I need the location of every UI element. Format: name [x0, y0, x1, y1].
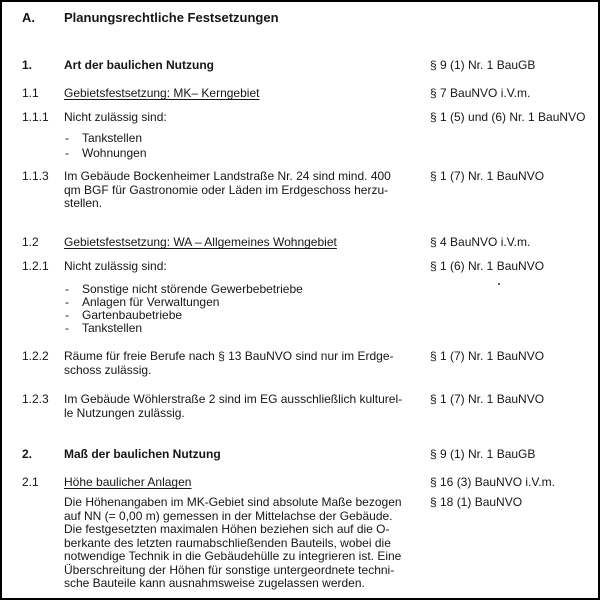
legal-reference: § 1 (7) Nr. 1 BauNVO: [430, 349, 545, 363]
list-dash: -: [65, 146, 69, 160]
item-number: 1.2.2: [22, 349, 49, 363]
item-number: 2.1: [22, 475, 39, 489]
item-title: Gebietsfestsetzung: MK– Kerngebiet: [64, 86, 260, 100]
item-title: Maß der baulichen Nutzung: [64, 447, 221, 461]
list-item: - Gartenbaubetriebe: [65, 308, 183, 322]
bullet-list: [65, 131, 147, 161]
paragraph-line: le Nutzungen zulässig.: [64, 405, 185, 420]
legal-reference: § 16 (3) BauNVO i.V.m.: [430, 475, 555, 489]
item-title: Art der baulichen Nutzung: [64, 58, 214, 72]
item-title: Höhe baulicher Anlagen: [64, 475, 192, 489]
paragraph-line: stellen.: [64, 196, 103, 210]
paragraph-line: auf NN (= 0,00 m) gemessen in der Mittelachse der Gebäude.: [64, 508, 393, 523]
list-item: - Wohnungen: [65, 146, 147, 160]
list-item: - Tankstellen: [65, 321, 143, 335]
legal-reference: § 4 BauNVO i.V.m.: [430, 235, 531, 249]
list-item: - Sonstige nicht störende Gewerbebetriebe: [65, 282, 303, 296]
paragraph-line: berkante des letzten raumabschließenden Bauteils, wobei die: [64, 535, 391, 550]
item-text: Nicht zulässig sind:: [64, 259, 167, 273]
paragraph-line: notwendige Technik in die Gebäudehülle zu integrieren ist. Eine: [64, 549, 402, 563]
paragraph-line: qm BGF für Gastronomie oder Läden im Erdgeschoss herzu-: [64, 182, 389, 197]
paragraph-line: Überschreitung der Höhen für sonstige untergeordnete techni-: [64, 562, 395, 577]
item-number: 1.2.1: [22, 259, 49, 273]
item-paragraph: [64, 496, 402, 591]
item-number: 2.: [22, 447, 33, 461]
legal-reference: § 1 (6) Nr. 1 BauNVO: [430, 259, 545, 273]
list-dash: -: [65, 295, 69, 309]
list-item: - Tankstellen: [65, 131, 143, 145]
list-dash: -: [65, 131, 69, 145]
document-title: Planungsrechtliche Festsetzungen: [64, 10, 279, 25]
item-number: 1.1.3: [22, 169, 49, 183]
paragraph-line: Die festgesetzten maximalen Höhen beziehen sich auf die O-: [64, 522, 390, 536]
item-number: 1.: [22, 58, 33, 72]
item-paragraph: [64, 393, 402, 420]
list-dash: -: [65, 308, 69, 322]
item-number: 1.1: [22, 86, 39, 100]
legal-reference: § 1 (7) Nr. 1 BauNVO: [430, 169, 545, 183]
item-text: Nicht zulässig sind:: [64, 110, 167, 124]
legal-reference: § 18 (1) BauNVO: [430, 495, 523, 509]
paragraph-line: Im Gebäude Bockenheimer Landstraße Nr. 24 sind mind. 400: [64, 169, 391, 183]
legal-reference: § 7 BauNVO i.V.m.: [430, 86, 531, 100]
paragraph-line: Im Gebäude Wöhlerstraße 2 sind im EG ausschließlich kulturel-: [64, 392, 403, 406]
item-title: Gebietsfestsetzung: WA – Allgemeines Wohngebiet: [64, 235, 337, 249]
scan-artifact-dot: [498, 283, 500, 285]
legal-reference: § 9 (1) Nr. 1 BauGB: [430, 58, 536, 72]
bullet-list: [65, 283, 303, 335]
list-item: - Anlagen für Verwaltungen: [65, 295, 220, 309]
item-paragraph: [64, 350, 394, 377]
paragraph-line: schoss zulässig.: [64, 362, 152, 377]
paragraph-line: Räume für freie Berufe nach § 13 BauNVO sind nur im Erdge-: [64, 349, 394, 363]
section-letter: A.: [22, 10, 35, 25]
item-number: 1.1.1: [22, 110, 49, 124]
list-dash: -: [65, 282, 69, 296]
legal-reference: § 1 (7) Nr. 1 BauNVO: [430, 392, 545, 406]
legal-reference: § 9 (1) Nr. 1 BauGB: [430, 447, 536, 461]
paragraph-line: Die Höhenangaben im MK-Gebiet sind absolute Maße bezogen: [64, 495, 402, 509]
legal-reference: § 1 (5) und (6) Nr. 1 BauNVO: [430, 110, 586, 124]
item-paragraph: [64, 170, 391, 211]
item-number: 1.2: [22, 235, 39, 249]
paragraph-line: sche Bauteile kann ausnahmsweise zugelassen werden.: [64, 576, 365, 590]
item-number: 1.2.3: [22, 392, 49, 406]
list-dash: -: [65, 321, 69, 335]
